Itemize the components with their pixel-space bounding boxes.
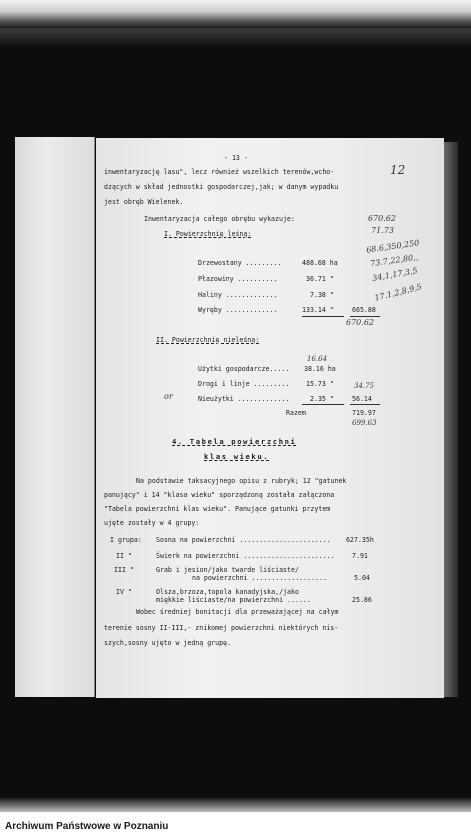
nonforest-row-label: Drogi i linje ......... — [198, 380, 290, 388]
handwritten-figure: 17.1,2,8,9,5 — [373, 282, 423, 303]
table-heading-line-2: klas wieku. — [204, 452, 270, 461]
group-value: 25.86 — [352, 596, 372, 604]
handwritten-correction: 34.75 — [354, 382, 375, 390]
page-edge-shadow — [444, 142, 458, 697]
group-description: Grab i jesion/jako twarde liściaste/ — [156, 566, 299, 574]
group-value: 627.35h — [346, 536, 374, 544]
forest-row-value: 7.38 " — [310, 291, 334, 299]
closing-line-1: Wobec średniej bonitacji dla przeważającej na całym — [136, 608, 339, 616]
intro-line-3: jest obręb Wielenek. — [104, 198, 184, 206]
handwritten-figure: 34,1,17,3,5 — [371, 266, 419, 283]
nonforest-row-value: 15.73 " — [306, 380, 334, 388]
scan-dark-band — [0, 28, 471, 46]
sum-rule — [350, 316, 380, 317]
handwritten-figure: 670.62 — [368, 214, 396, 223]
nonforest-row-label: Nieużytki ............. — [198, 395, 290, 403]
page-number: - 13 - — [224, 154, 248, 162]
method-line-3: "Tabela powierzchni klas wieku". Panujące gatunki przytem — [104, 505, 331, 513]
handwritten-correction: 16.64 — [307, 355, 328, 363]
nonforest-row-value: 2.35 " — [310, 395, 334, 403]
handwritten-figure: 68.6,350,250 — [365, 238, 420, 255]
document-page — [96, 138, 444, 698]
closing-line-2: terenie sosny II-III,- znikomej powierzchni niektórych nis- — [104, 624, 339, 632]
forest-row-label: Wyręby ............. — [198, 306, 278, 314]
archive-name: Archiwum Państwowe w Poznaniu — [5, 821, 169, 832]
method-line-2: panujący" i 14 "klasa wieku" sporządzoną została załączona — [104, 491, 335, 499]
nonforest-heading: II. Powierzchnię nieleśną: — [156, 336, 260, 344]
forest-row-sum: 665.88 — [352, 306, 376, 314]
table-heading-line-1: 4. Tabela powierzchni — [172, 437, 297, 446]
total-value: 719.97 — [352, 409, 376, 417]
closing-line-3: szych,sosny ujęto w jedną grupę. — [104, 639, 232, 647]
group-value: 7.91 — [352, 552, 368, 560]
group-description: Sosna na powierzchni ....................... — [156, 536, 331, 544]
sum-rule — [302, 316, 344, 317]
sum-rule — [302, 404, 344, 405]
group-description: na powierzchni ................... — [192, 574, 327, 582]
handwritten-page-number: 12 — [390, 163, 406, 177]
scan-top-border — [0, 0, 471, 28]
method-line-4: ujęte zostały w 4 grupy: — [104, 519, 200, 527]
group-number: III " — [114, 566, 134, 574]
inventory-intro: Inwentaryzacja całego obrębu wykazuje: — [144, 215, 295, 223]
left-facing-page — [15, 137, 95, 697]
group-value: 5.04 — [354, 574, 370, 582]
group-number: IV " — [116, 588, 132, 596]
total-label: Razem — [286, 409, 306, 417]
group-description: miękkie liściaste/na powierzchni ...... — [156, 596, 311, 604]
forest-row-value: 36.71 " — [306, 275, 334, 283]
archive-footer — [0, 812, 471, 840]
handwritten-figure: 73.7,22,80,, — [369, 252, 419, 269]
nonforest-row-sum: 56.14 — [352, 395, 372, 403]
forest-heading: I. Powierzchnię leśną: — [164, 230, 252, 238]
handwritten-margin-total: 670.62 — [346, 318, 374, 327]
nonforest-row-label: Użytki gospodarcze..... — [198, 365, 290, 373]
forest-row-value: 488.68 ha — [302, 259, 338, 267]
margin-mark: or — [164, 392, 173, 401]
method-line-1: Na podstawie taksacyjnego opisu z rubryk; 12 "gatunek — [136, 477, 347, 485]
sum-rule — [350, 404, 380, 405]
group-description: Świerk na powierzchni ....................... — [156, 552, 335, 560]
nonforest-row-value: 38.16 ha — [304, 365, 336, 373]
scan-bottom-band — [0, 798, 471, 812]
intro-line-1: inwentaryzację lasu", lecz również wszelkich terenów,wcho- — [104, 168, 335, 176]
handwritten-figure: 71.73 — [371, 226, 394, 235]
forest-row-label: Płazowiny .......... — [198, 275, 278, 283]
group-description: Olsza,brzoza,topola kanadyjska,/jako — [156, 588, 299, 596]
forest-row-label: Haliny ............. — [198, 291, 278, 299]
forest-row-value: 133.14 " — [302, 306, 334, 314]
forest-row-label: Drzewostany ......... — [198, 259, 282, 267]
handwritten-correction: 699.63 — [352, 419, 377, 427]
group-number: I grupa: — [110, 536, 142, 544]
intro-line-2: dzących w skład jednostki gospodarczej,jak; w danym wypadku — [104, 183, 339, 191]
group-number: II " — [116, 552, 132, 560]
